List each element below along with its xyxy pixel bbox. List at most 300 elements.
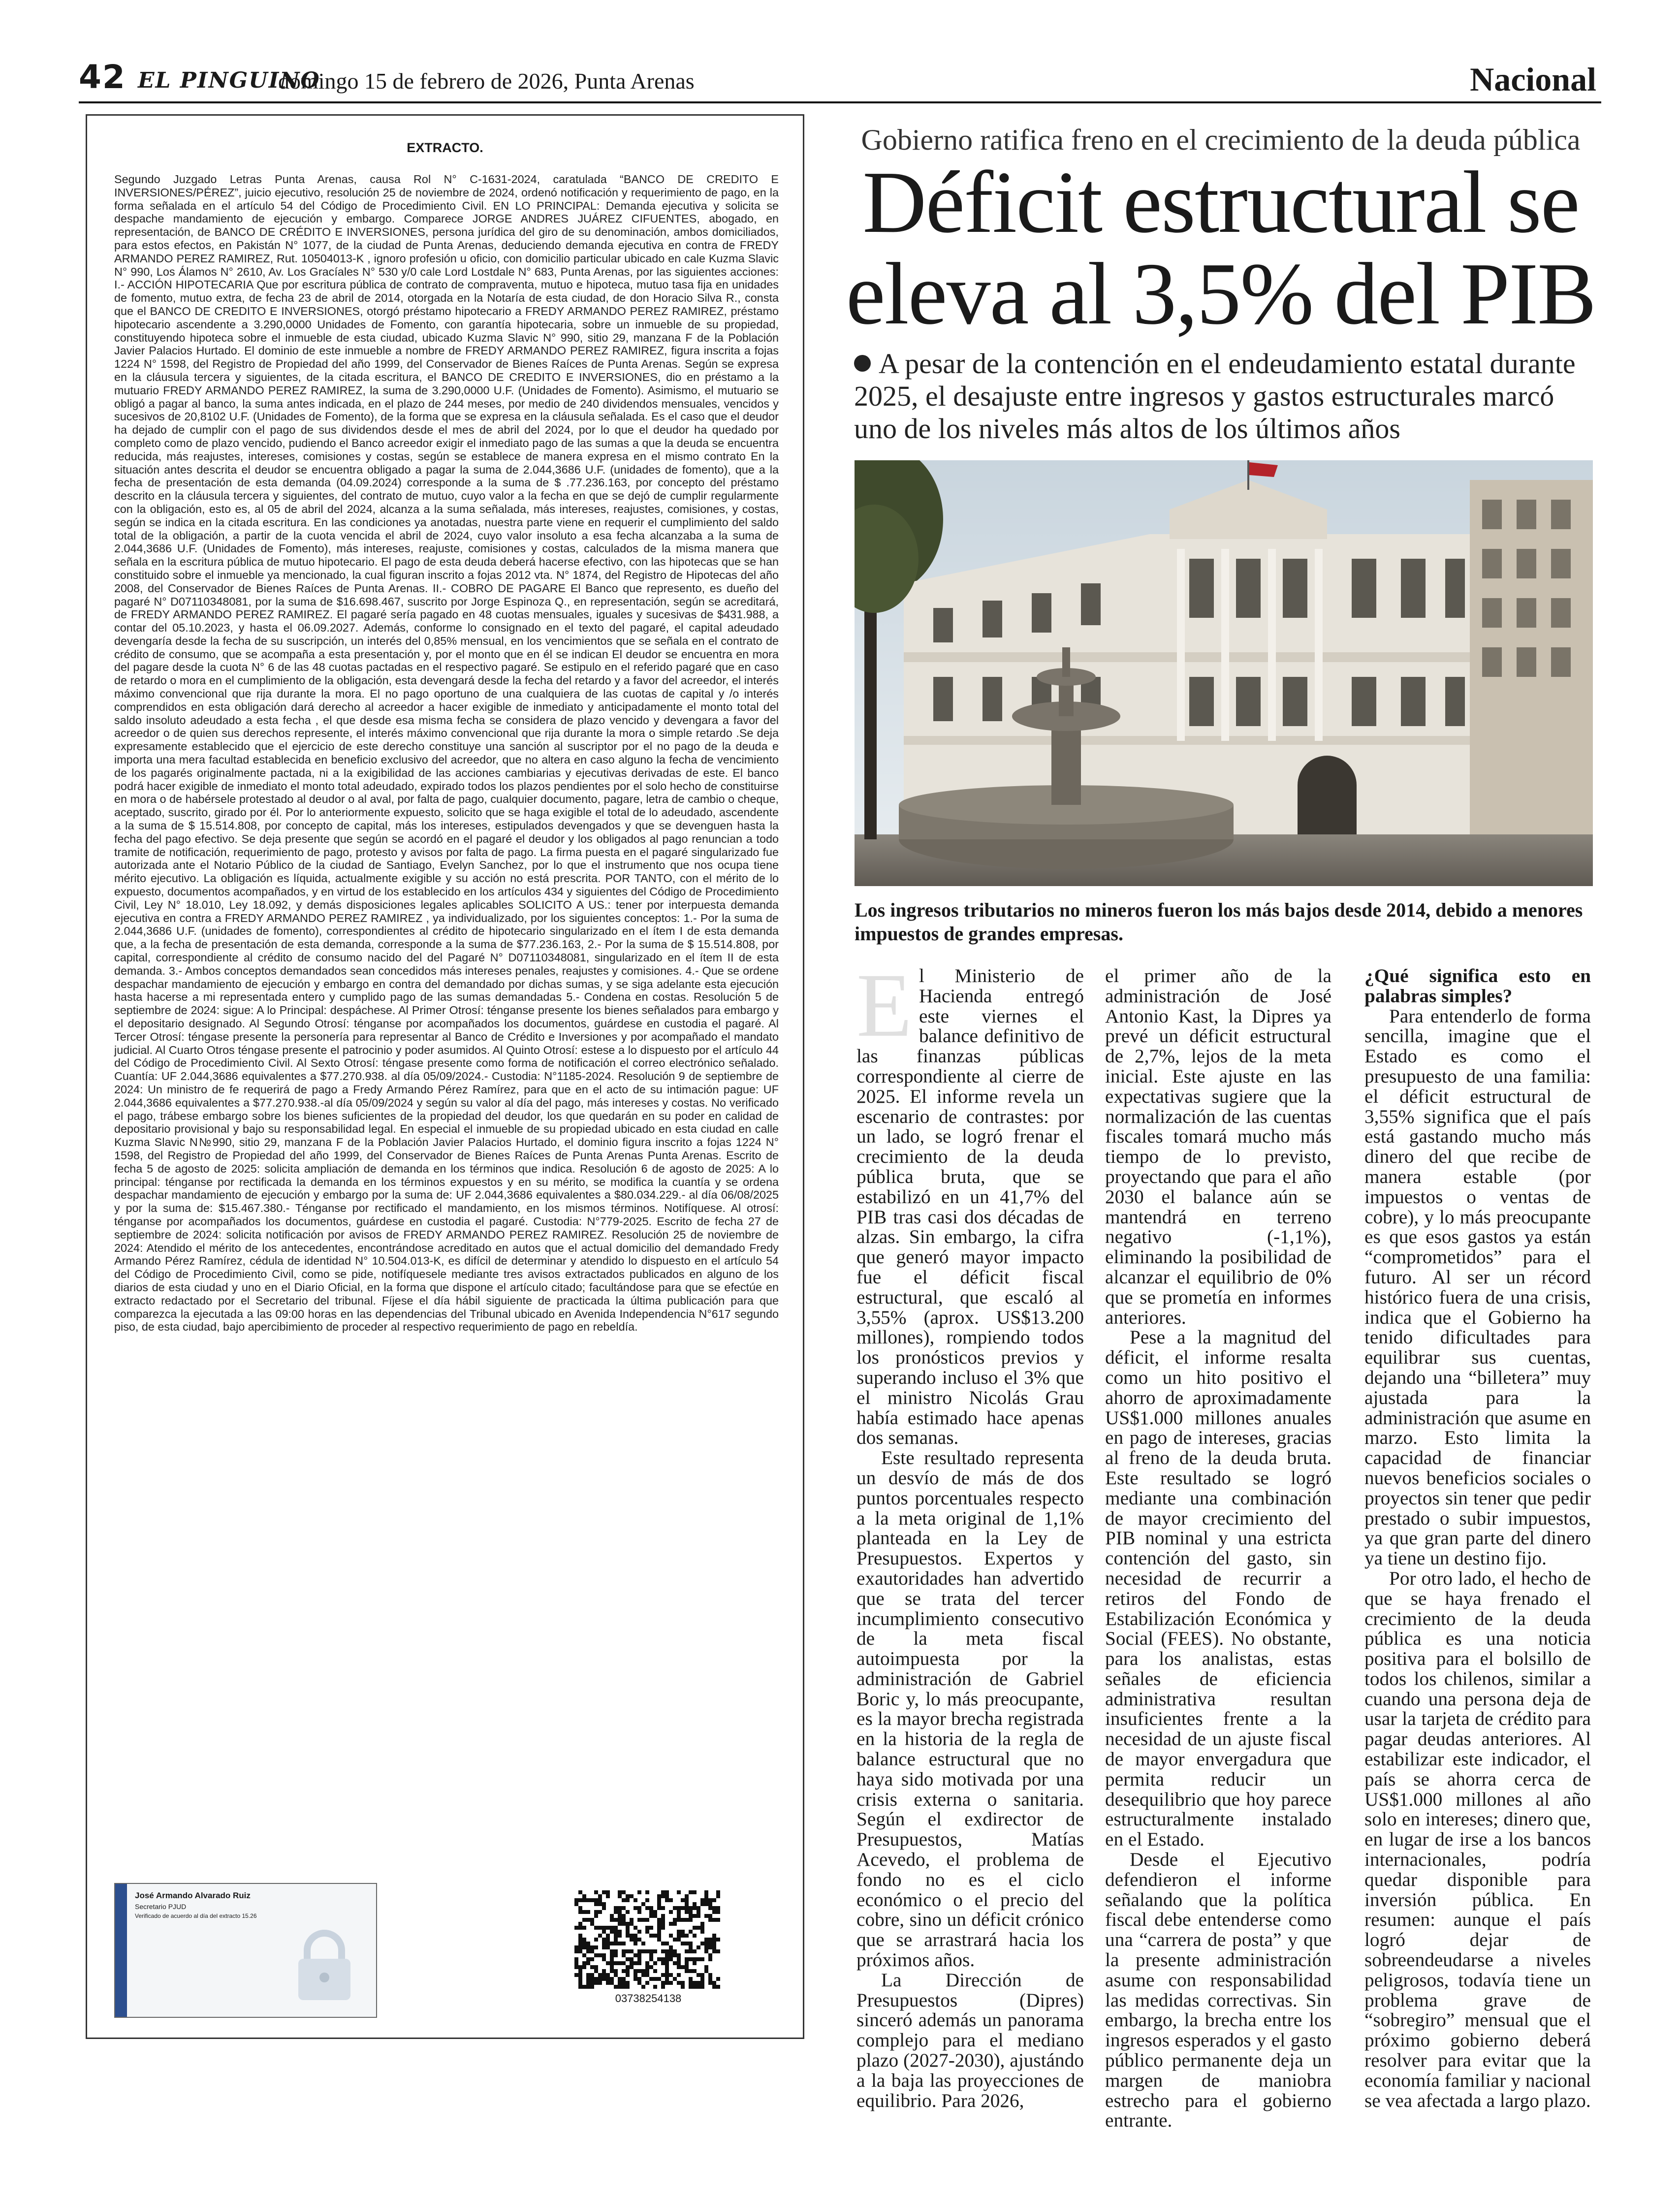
qr-module bbox=[614, 1938, 618, 1942]
qr-module bbox=[689, 1945, 693, 1949]
qr-module bbox=[614, 1930, 618, 1934]
qr-module bbox=[716, 1910, 720, 1914]
qr-module bbox=[689, 1957, 693, 1961]
qr-module bbox=[649, 1977, 653, 1981]
qr-module bbox=[614, 1985, 618, 1989]
qr-module bbox=[669, 1934, 673, 1938]
qr-module bbox=[665, 1953, 669, 1957]
qr-module bbox=[700, 1926, 704, 1930]
qr-module bbox=[693, 1902, 697, 1906]
qr-module bbox=[649, 1934, 653, 1938]
qr-module bbox=[610, 1981, 614, 1985]
qr-module bbox=[578, 1981, 582, 1985]
qr-module bbox=[602, 1969, 606, 1973]
qr-module bbox=[586, 1949, 590, 1953]
qr-module bbox=[700, 1930, 704, 1934]
qr-module bbox=[689, 1981, 693, 1985]
qr-module bbox=[669, 1953, 673, 1957]
qr-module bbox=[586, 1910, 590, 1914]
qr-module bbox=[685, 1894, 689, 1898]
qr-module bbox=[689, 1985, 693, 1989]
qr-module bbox=[665, 1981, 669, 1985]
qr-module bbox=[634, 1926, 637, 1930]
qr-module bbox=[708, 1957, 712, 1961]
qr-module bbox=[594, 1890, 598, 1894]
qr-module bbox=[700, 1981, 704, 1985]
qr-module bbox=[700, 1898, 704, 1902]
qr-module bbox=[716, 1949, 720, 1953]
qr-module bbox=[689, 1914, 693, 1918]
qr-module bbox=[630, 1938, 634, 1942]
signature-bar bbox=[115, 1884, 127, 2017]
qr-module bbox=[649, 1910, 653, 1914]
qr-module bbox=[622, 1918, 626, 1922]
qr-module bbox=[578, 1969, 582, 1973]
qr-module bbox=[645, 1981, 649, 1985]
qr-module bbox=[606, 1938, 610, 1942]
qr-module bbox=[645, 1918, 649, 1922]
article-column-1 bbox=[856, 955, 1084, 2111]
qr-module bbox=[578, 1890, 582, 1894]
qr-module bbox=[649, 1965, 653, 1969]
qr-module bbox=[716, 1918, 720, 1922]
qr-module bbox=[630, 1922, 634, 1926]
qr-module bbox=[661, 1985, 665, 1989]
qr-module bbox=[677, 1957, 681, 1961]
qr-module bbox=[634, 1938, 637, 1942]
qr-module bbox=[606, 1890, 610, 1894]
qr-module bbox=[602, 1938, 606, 1942]
qr-module bbox=[685, 1949, 689, 1953]
qr-module bbox=[665, 1890, 669, 1894]
qr-module bbox=[586, 1985, 590, 1989]
qr-module bbox=[677, 1973, 681, 1977]
qr-module bbox=[614, 1969, 618, 1973]
qr-module bbox=[614, 1961, 618, 1965]
qr-module bbox=[645, 1965, 649, 1969]
qr-module bbox=[618, 1942, 622, 1945]
qr-module bbox=[626, 1969, 630, 1973]
qr-module bbox=[637, 1930, 641, 1934]
qr-module bbox=[582, 1965, 586, 1969]
qr-module bbox=[673, 1961, 677, 1965]
qr-module bbox=[700, 1957, 704, 1961]
qr-module bbox=[673, 1922, 677, 1926]
qr-module bbox=[712, 1898, 716, 1902]
qr-module bbox=[661, 1957, 665, 1961]
photo-caption: Los ingresos tributarios no mineros fueron los más bajos desde 2014, debido a menores impuestos de grandes empresas. bbox=[855, 899, 1583, 945]
qr-module bbox=[622, 1942, 626, 1945]
qr-module bbox=[574, 1965, 578, 1969]
qr-module bbox=[685, 1934, 689, 1938]
qr-module bbox=[665, 1977, 669, 1981]
qr-module bbox=[618, 1894, 622, 1898]
qr-module bbox=[712, 1934, 716, 1938]
qr-module bbox=[669, 1922, 673, 1926]
qr-module bbox=[708, 1942, 712, 1945]
qr-module bbox=[582, 1985, 586, 1989]
qr-module bbox=[712, 1938, 716, 1942]
qr-module bbox=[578, 1938, 582, 1942]
qr-module bbox=[574, 1957, 578, 1961]
qr-module bbox=[685, 1902, 689, 1906]
qr-module bbox=[704, 1938, 708, 1942]
qr-module bbox=[622, 1890, 626, 1894]
qr-module bbox=[626, 1922, 630, 1926]
qr-code bbox=[574, 1890, 722, 1989]
qr-module bbox=[657, 1918, 661, 1922]
qr-module bbox=[610, 1918, 614, 1922]
qr-module bbox=[594, 1898, 598, 1902]
qr-module bbox=[708, 1938, 712, 1942]
qr-module bbox=[665, 1898, 669, 1902]
qr-module bbox=[598, 1926, 602, 1930]
qr-module bbox=[578, 1985, 582, 1989]
qr-module bbox=[622, 1977, 626, 1981]
qr-module bbox=[677, 1906, 681, 1910]
qr-module bbox=[598, 1902, 602, 1906]
qr-module bbox=[578, 1965, 582, 1969]
article-deck bbox=[854, 348, 1597, 445]
qr-module bbox=[586, 1942, 590, 1945]
qr-module bbox=[704, 1942, 708, 1945]
qr-module bbox=[626, 1898, 630, 1902]
qr-module bbox=[661, 1906, 665, 1910]
qr-module bbox=[708, 1981, 712, 1985]
qr-module bbox=[614, 1926, 618, 1930]
qr-module bbox=[594, 1945, 598, 1949]
qr-module bbox=[610, 1961, 614, 1965]
qr-module bbox=[594, 1981, 598, 1985]
qr-module bbox=[653, 1934, 657, 1938]
qr-module bbox=[693, 1969, 697, 1973]
qr-module bbox=[578, 1949, 582, 1953]
qr-module bbox=[689, 1930, 693, 1934]
qr-module bbox=[634, 1973, 637, 1977]
qr-module bbox=[677, 1953, 681, 1957]
qr-module bbox=[685, 1918, 689, 1922]
qr-module bbox=[708, 1977, 712, 1981]
qr-module bbox=[622, 1953, 626, 1957]
qr-module bbox=[637, 1910, 641, 1914]
qr-module bbox=[630, 1949, 634, 1953]
qr-module bbox=[602, 1902, 606, 1906]
qr-module bbox=[598, 1910, 602, 1914]
qr-module bbox=[637, 1953, 641, 1957]
qr-module bbox=[637, 1961, 641, 1965]
qr-module bbox=[657, 1894, 661, 1898]
qr-module bbox=[685, 1961, 689, 1965]
qr-module bbox=[637, 1969, 641, 1973]
qr-module bbox=[645, 1898, 649, 1902]
qr-module bbox=[594, 1977, 598, 1981]
signature-stamp bbox=[114, 1883, 377, 2018]
qr-module bbox=[606, 1977, 610, 1981]
article-paragraph: La Dirección de Presupuestos (Dipres) sinceró además un panorama complejo para el mediano plazo (2027-2030), ajustándo a la baja las proyecciones de equilibrio. Para 2026, bbox=[856, 1969, 1084, 2111]
qr-module bbox=[681, 1981, 685, 1985]
qr-module bbox=[708, 1973, 712, 1977]
qr-module bbox=[669, 1945, 673, 1949]
qr-module bbox=[602, 1945, 606, 1949]
qr-module bbox=[681, 1942, 685, 1945]
qr-module bbox=[626, 1934, 630, 1938]
qr-module bbox=[665, 1961, 669, 1965]
qr-module bbox=[689, 1918, 693, 1922]
qr-module bbox=[697, 1914, 700, 1918]
qr-module bbox=[708, 1906, 712, 1910]
qr-module bbox=[693, 1961, 697, 1965]
qr-module bbox=[610, 1977, 614, 1981]
qr-module bbox=[582, 1945, 586, 1949]
qr-module bbox=[630, 1894, 634, 1898]
qr-module bbox=[574, 1902, 578, 1906]
qr-module bbox=[574, 1898, 578, 1902]
qr-module bbox=[716, 1890, 720, 1894]
qr-module bbox=[697, 1973, 700, 1977]
qr-module bbox=[614, 1918, 618, 1922]
qr-module bbox=[657, 1906, 661, 1910]
qr-module bbox=[657, 1930, 661, 1934]
qr-module bbox=[622, 1969, 626, 1973]
qr-module bbox=[693, 1985, 697, 1989]
qr-module bbox=[685, 1942, 689, 1945]
qr-module bbox=[590, 1918, 594, 1922]
qr-module bbox=[708, 1898, 712, 1902]
qr-module bbox=[634, 1934, 637, 1938]
qr-module bbox=[657, 1898, 661, 1902]
qr-module bbox=[590, 1965, 594, 1969]
qr-module bbox=[645, 1961, 649, 1965]
qr-module bbox=[657, 1922, 661, 1926]
qr-module bbox=[704, 1965, 708, 1969]
qr-module bbox=[582, 1961, 586, 1965]
qr-module bbox=[689, 1942, 693, 1945]
qr-module bbox=[677, 1965, 681, 1969]
qr-module bbox=[622, 1949, 626, 1953]
qr-module bbox=[649, 1953, 653, 1957]
qr-module bbox=[677, 1918, 681, 1922]
qr-module bbox=[586, 1981, 590, 1985]
qr-module bbox=[716, 1977, 720, 1981]
qr-module bbox=[681, 1934, 685, 1938]
article-deck-text: A pesar de la contención en el endeudamiento estatal durante 2025, el desajuste entre ingresos y gastos estructurales marcó uno de los niveles más altos de los últimos años bbox=[854, 348, 1576, 445]
qr-module bbox=[582, 1953, 586, 1957]
qr-module bbox=[661, 1942, 665, 1945]
qr-module bbox=[712, 1945, 716, 1949]
qr-module bbox=[708, 1953, 712, 1957]
qr-module bbox=[653, 1961, 657, 1965]
qr-module bbox=[618, 1977, 622, 1981]
qr-module bbox=[606, 1934, 610, 1938]
qr-module bbox=[673, 1953, 677, 1957]
qr-module bbox=[645, 1890, 649, 1894]
qr-module bbox=[689, 1910, 693, 1914]
qr-module bbox=[677, 1934, 681, 1938]
qr-module bbox=[634, 1942, 637, 1945]
qr-module bbox=[637, 1890, 641, 1894]
qr-module bbox=[614, 1934, 618, 1938]
article-paragraph: Por otro lado, el hecho de que se haya frenado el crecimiento de la deuda pública es una noticia positiva para el bolsillo de todos los chilenos, similar a cuando una persona deja de usar la tarjeta de crédito para pagar deudas anteriores. Al estabilizar este indicador, el país se ahorra cerca de US$1.000 millones al año solo en intereses; dinero que, en lugar de irse a los bancos internacionales, podría quedar disponible para inversión pública. En resumen: aunque el país logró dejar de sobreendeudarse a niveles peligrosos, todavía tiene un problema grave de “sobregiro” mensual que el próximo gobierno deberá resolver para evitar que la economía familiar y nacional se vea afectada a largo plazo. bbox=[1364, 1567, 1591, 2111]
qr-module bbox=[712, 1918, 716, 1922]
qr-module bbox=[685, 1910, 689, 1914]
qr-module bbox=[685, 1898, 689, 1902]
qr-module bbox=[630, 1957, 634, 1961]
qr-module bbox=[712, 1910, 716, 1914]
qr-module bbox=[614, 1949, 618, 1953]
qr-module bbox=[693, 1914, 697, 1918]
qr-module bbox=[590, 1945, 594, 1949]
qr-module bbox=[697, 1945, 700, 1949]
qr-module bbox=[704, 1949, 708, 1953]
qr-module bbox=[641, 1985, 645, 1989]
qr-module bbox=[700, 1977, 704, 1981]
drop-cap: E bbox=[856, 955, 913, 1056]
qr-module bbox=[645, 1930, 649, 1934]
qr-module bbox=[594, 1902, 598, 1906]
qr-module bbox=[610, 1926, 614, 1930]
qr-module bbox=[716, 1985, 720, 1989]
qr-module bbox=[582, 1938, 586, 1942]
qr-module bbox=[578, 1922, 582, 1926]
qr-module bbox=[634, 1906, 637, 1910]
qr-module bbox=[712, 1985, 716, 1989]
qr-module bbox=[661, 1894, 665, 1898]
qr-module bbox=[708, 1918, 712, 1922]
qr-module bbox=[637, 1938, 641, 1942]
qr-module bbox=[704, 1890, 708, 1894]
qr-module bbox=[602, 1890, 606, 1894]
qr-module bbox=[693, 1926, 697, 1930]
newspaper-name: EL PINGUINO bbox=[138, 68, 320, 93]
qr-module bbox=[661, 1961, 665, 1965]
qr-module bbox=[712, 1981, 716, 1985]
qr-module bbox=[574, 1973, 578, 1977]
qr-module bbox=[602, 1957, 606, 1961]
qr-module bbox=[618, 1918, 622, 1922]
qr-module bbox=[622, 1961, 626, 1965]
qr-module bbox=[618, 1981, 622, 1985]
qr-module bbox=[578, 1934, 582, 1938]
qr-module bbox=[610, 1914, 614, 1918]
qr-module bbox=[578, 1910, 582, 1914]
qr-module bbox=[634, 1977, 637, 1981]
qr-module bbox=[685, 1957, 689, 1961]
article-paragraph: Para entenderlo de forma sencilla, imagine que el Estado es como el presupuesto de una familia: el déficit estructural de 3,55% significa que el país está gastando mucho más dinero del que recibe de manera estable (por impuestos o ventas de cobre), y lo más preocupante es que esos gastos ya están “comprometidos” para el futuro. Al ser un récord histórico fuera de una crisis, indica que el Gobierno ha tenido dificultades para equilibrar sus cuentas, dejando una “billetera” muy ajustada para la administración que asume en marzo. Esto limita la capacidad de financiar nuevos beneficios sociales o proyectos sin tener que pedir prestado o subir impuestos, ya que gran parte del dinero ya tiene un destino fijo. bbox=[1364, 1005, 1591, 1569]
qr-module bbox=[657, 1977, 661, 1981]
qr-module bbox=[665, 1965, 669, 1969]
qr-module bbox=[649, 1914, 653, 1918]
signature-text: Verificado de acuerdo al día del extracto 15.26 bbox=[135, 1912, 257, 1919]
qr-module bbox=[637, 1918, 641, 1922]
qr-module bbox=[685, 1906, 689, 1910]
qr-module bbox=[574, 1945, 578, 1949]
signature-name: José Armando Alvarado Ruiz bbox=[135, 1891, 251, 1900]
qr-module bbox=[649, 1906, 653, 1910]
qr-module bbox=[594, 1910, 598, 1914]
qr-module bbox=[626, 1894, 630, 1898]
qr-module bbox=[653, 1910, 657, 1914]
qr-module bbox=[618, 1930, 622, 1934]
qr-module bbox=[693, 1981, 697, 1985]
qr-module bbox=[700, 1942, 704, 1945]
qr-module bbox=[622, 1981, 626, 1985]
qr-module bbox=[622, 1985, 626, 1989]
qr-module bbox=[606, 1973, 610, 1977]
qr-module bbox=[598, 1953, 602, 1957]
qr-module bbox=[700, 1985, 704, 1989]
qr-module bbox=[606, 1926, 610, 1930]
qr-module bbox=[661, 1926, 665, 1930]
qr-module bbox=[622, 1898, 626, 1902]
qr-module bbox=[594, 1953, 598, 1957]
qr-module bbox=[602, 1906, 606, 1910]
qr-module bbox=[685, 1969, 689, 1973]
legal-notice-title: EXTRACTO. bbox=[407, 140, 483, 155]
qr-module bbox=[697, 1957, 700, 1961]
qr-module bbox=[661, 1922, 665, 1926]
qr-module bbox=[594, 1926, 598, 1930]
qr-module bbox=[697, 1985, 700, 1989]
qr-module bbox=[618, 1961, 622, 1965]
qr-module bbox=[634, 1961, 637, 1965]
qr-module bbox=[574, 1961, 578, 1965]
qr-module bbox=[653, 1977, 657, 1981]
qr-module bbox=[602, 1973, 606, 1977]
qr-module bbox=[630, 1918, 634, 1922]
qr-module bbox=[622, 1922, 626, 1926]
qr-module bbox=[657, 1957, 661, 1961]
qr-module bbox=[665, 1957, 669, 1961]
qr-module bbox=[716, 1938, 720, 1942]
qr-module bbox=[681, 1906, 685, 1910]
qr-module bbox=[626, 1981, 630, 1985]
qr-module bbox=[614, 1906, 618, 1910]
qr-module bbox=[606, 1961, 610, 1965]
qr-module bbox=[653, 1914, 657, 1918]
qr-module bbox=[610, 1965, 614, 1969]
qr-module bbox=[653, 1949, 657, 1953]
article-paragraph: Pese a la magnitud del déficit, el informe resalta como un hito positivo el ahorro de aproximadamente US$1.000 millones anuales en pago de intereses, gracias al freno de la deuda bruta. Este resultado se logró mediante una combinación de mayor crecimiento del PIB nominal y una estricta contención del gasto, sin necesidad de recurrir a retiros del Fondo de Estabilización Económica y Social (FEES). No obstante, para los analistas, estas señales de eficiencia administrativa resultan insuficientes frente a la necesidad de un ajuste fiscal de mayor envergadura que permita reducir un desequilibrio que hoy parece estructuralmente instalado en el Estado. bbox=[1105, 1326, 1331, 1850]
qr-module bbox=[649, 1957, 653, 1961]
qr-module bbox=[594, 1938, 598, 1942]
qr-module bbox=[582, 1910, 586, 1914]
qr-module bbox=[661, 1973, 665, 1977]
qr-module bbox=[697, 1906, 700, 1910]
qr-module bbox=[697, 1926, 700, 1930]
article-photo bbox=[855, 460, 1593, 886]
article-column-3 bbox=[1364, 966, 1591, 2110]
qr-module bbox=[677, 1914, 681, 1918]
qr-module bbox=[689, 1890, 693, 1894]
qr-module bbox=[704, 1969, 708, 1973]
qr-module bbox=[626, 1926, 630, 1930]
qr-module bbox=[586, 1918, 590, 1922]
qr-module bbox=[598, 1977, 602, 1981]
qr-module bbox=[665, 1973, 669, 1977]
qr-module bbox=[606, 1945, 610, 1949]
qr-module bbox=[661, 1890, 665, 1894]
qr-module bbox=[578, 1945, 582, 1949]
qr-module bbox=[630, 1934, 634, 1938]
qr-module bbox=[665, 1942, 669, 1945]
qr-module bbox=[689, 1906, 693, 1910]
qr-module bbox=[661, 1949, 665, 1953]
article-headline: Déficit estructural se eleva al 3,5% del PIB bbox=[846, 153, 1596, 343]
qr-module bbox=[641, 1949, 645, 1953]
qr-module bbox=[693, 1906, 697, 1910]
qr-module bbox=[618, 1910, 622, 1914]
dateline: domingo 15 de febrero de 2026, Punta Arenas bbox=[278, 68, 695, 94]
